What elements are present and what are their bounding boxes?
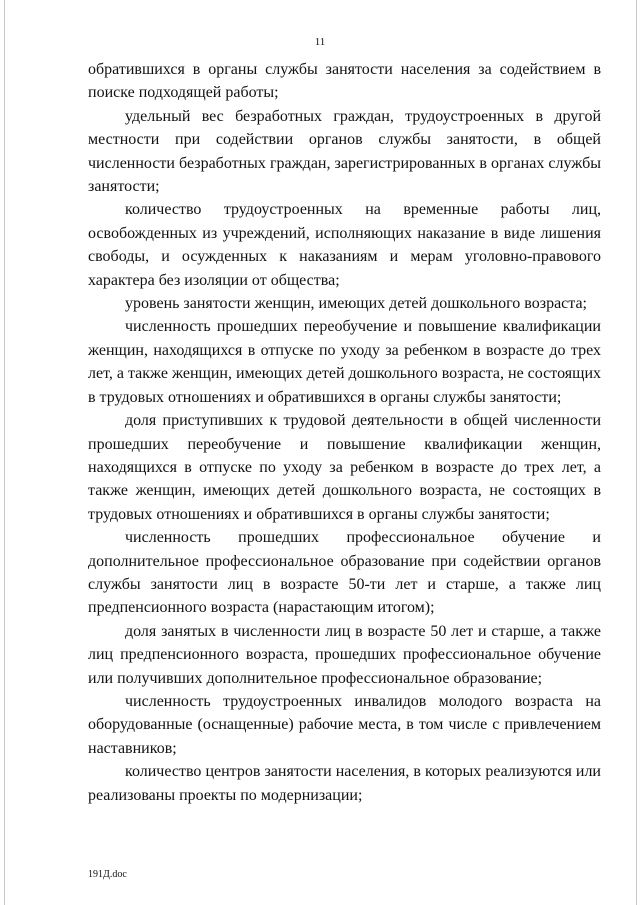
paragraph: доля занятых в численности лиц в возрасте 50 лет и старше, а также лиц предпенсионного возраста, прошедших профессиональное обучение или получивших дополнительное профессиональное образование; (88, 622, 601, 687)
scan-edge-right (636, 0, 637, 905)
paragraph-continuation: обратившихся в органы службы занятости населения за содействием в поиске подходящей работы; (88, 61, 601, 102)
paragraph: уровень занятости женщин, имеющих детей дошкольного возраста; (125, 295, 587, 313)
page-number: 11 (314, 36, 326, 48)
paragraph: численность трудоустроенных инвалидов молодого возраста на оборудованные (оснащенные) рабочие места, в том числе с привлечением наставников; (88, 692, 601, 757)
paragraph: удельный вес безработных граждан, трудоустроенных в другой местности при содействии органов службы занятости, в общей численности безработных граждан, зарегистрированных в органах службы занятости; (88, 107, 601, 196)
paragraph: численность прошедших профессиональное обучение и дополнительное профессиональное образование при содействии органов службы занятости лиц в возрасте 50-ти лет и старше, а также лиц предпенсионного возраста (нарастающим итогом); (88, 529, 601, 617)
footer-filename: 191Д.doc (88, 869, 127, 880)
paragraph: численность прошедших переобучение и повышение квалификации женщин, находящихся в отпуске по уходу за ребенком в возрасте до трех лет, а также женщин, имеющих детей дошкольного возраста, не состоящих в трудовых отношениях и обратившихся в органы службы занятости; (88, 318, 601, 406)
paragraph: доля приступивших к трудовой деятельности в общей численности прошедших переобучение и повышение квалификации женщин, находящихся в отпуске по уходу за ребенком в возрасте до трех лет, а также женщин, имеющих детей дошкольного возраста, не состоящих в трудовых отношениях и обратившихся в органы службы занятости; (88, 412, 601, 523)
paragraph: количество центров занятости населения, в которых реализуются или реализованы проекты по модернизации; (88, 763, 601, 804)
scan-edge-left (4, 0, 5, 905)
document-body (88, 58, 601, 807)
paragraph: количество трудоустроенных на временные работы лиц, освобожденных из учреждений, исполняющих наказание в виде лишения свободы, и осужденных к наказаниям и мерам уголовно-правового характера без изоляции от общества; (88, 201, 601, 289)
